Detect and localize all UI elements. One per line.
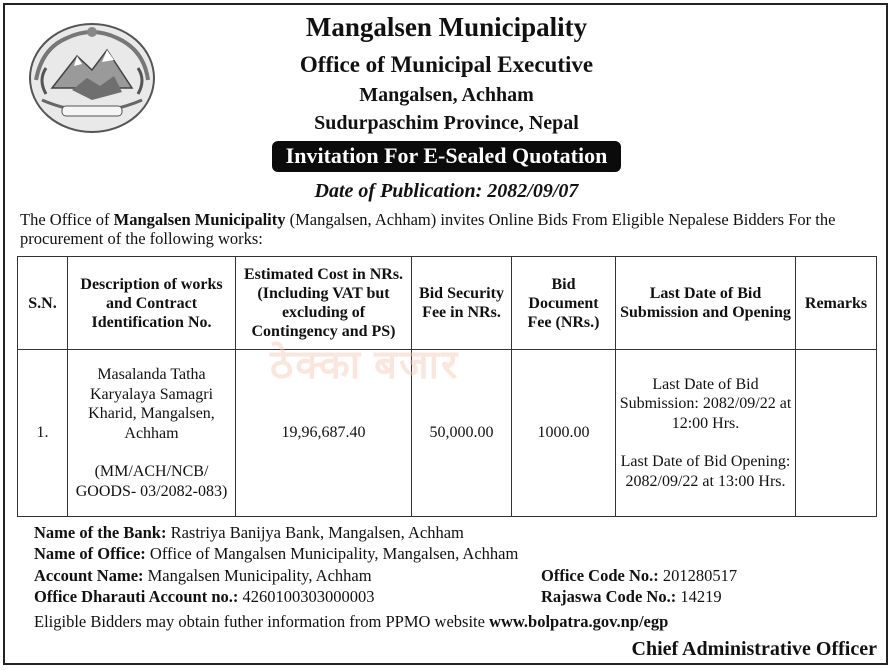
info-text: Eligible Bidders may obtain futher information from PPMO website	[34, 612, 490, 631]
bank-line	[34, 523, 464, 543]
province-line: Sudurpaschim Province, Nepal	[314, 112, 579, 134]
intro-after: (Mangalsen, Achham) invites Online Bids From Eligible Nepalese Bidders For the procurement of the following works:	[20, 210, 836, 248]
office-line	[34, 544, 518, 564]
contract-id: (MM/ACH/NCB/ GOODS- 03/2082-083)	[75, 463, 228, 500]
dharauti-label: Office Dharauti Account no.:	[34, 587, 239, 606]
cell-description	[68, 350, 236, 517]
cell-sn: 1.	[18, 350, 68, 517]
col-header-remarks: Remarks	[796, 257, 877, 350]
submission-date: Last Date of Bid Submission: 2082/09/22 at 12:00 Hrs.	[619, 375, 792, 432]
office-code-value: 201280517	[662, 566, 738, 585]
cell-estimated-cost: 19,96,687.40	[236, 350, 412, 517]
bank-value: Rastriya Banijya Bank, Mangalsen, Achham	[170, 523, 464, 542]
opening-date: Last Date of Bid Opening: 2082/09/22 at 13:00 Hrs.	[620, 453, 791, 490]
publication-date: Date of Publication: 2082/09/07	[314, 180, 579, 202]
info-line	[34, 612, 668, 632]
intro-org: Mangalsen Municipality	[113, 210, 286, 229]
rajaswa-label: Rajaswa Code No.:	[541, 587, 677, 606]
col-header-sn: S.N.	[18, 257, 68, 350]
ppmo-website-link[interactable]: www.bolpatra.gov.np/egp	[489, 612, 669, 631]
rajaswa-value: 14219	[680, 587, 722, 606]
col-header-last-date: Last Date of Bid Submission and Opening	[616, 257, 796, 350]
rajaswa-line	[541, 587, 722, 607]
work-description: Masalanda Tatha Karyalaya Samagri Kharid, Mangalsen, Achham	[88, 366, 215, 442]
col-header-bid-security: Bid Security Fee in NRs.	[412, 257, 512, 350]
dharauti-value: 4260100303000003	[242, 587, 375, 606]
cell-last-date	[616, 350, 796, 517]
col-header-estimated-cost: Estimated Cost in NRs. (Including VAT but excluding of Contingency and PS)	[236, 257, 412, 350]
account-line	[34, 566, 372, 586]
intro-before: The Office of	[20, 210, 114, 229]
col-header-description: Description of works and Contract Identification No.	[68, 257, 236, 350]
bank-label: Name of the Bank:	[34, 523, 167, 542]
office-code-label: Office Code No.:	[541, 566, 659, 585]
account-value: Mangalsen Municipality, Achham	[147, 566, 372, 585]
cell-bid-security: 50,000.00	[412, 350, 512, 517]
account-label: Account Name:	[34, 566, 144, 585]
watermark-text: ठेक्का बजार	[270, 342, 460, 387]
office-code-line	[541, 566, 737, 586]
cell-remarks	[796, 350, 877, 517]
signatory-title: Chief Administrative Officer	[631, 638, 877, 660]
office-label: Name of Office:	[34, 544, 146, 563]
notice-title-banner: Invitation For E-Sealed Quotation	[272, 141, 622, 172]
cell-document-fee: 1000.00	[512, 350, 616, 517]
col-header-document-fee: Bid Document Fee (NRs.)	[512, 257, 616, 350]
municipality-title: Mangalsen Municipality	[305, 12, 588, 42]
dharauti-line	[34, 587, 375, 607]
notice-banner-wrap	[0, 141, 893, 172]
office-title: Office of Municipal Executive	[299, 52, 594, 77]
office-value: Office of Mangalsen Municipality, Mangalsen, Achham	[149, 544, 519, 563]
intro-paragraph	[20, 210, 878, 248]
address-line: Mangalsen, Achham	[359, 84, 534, 106]
